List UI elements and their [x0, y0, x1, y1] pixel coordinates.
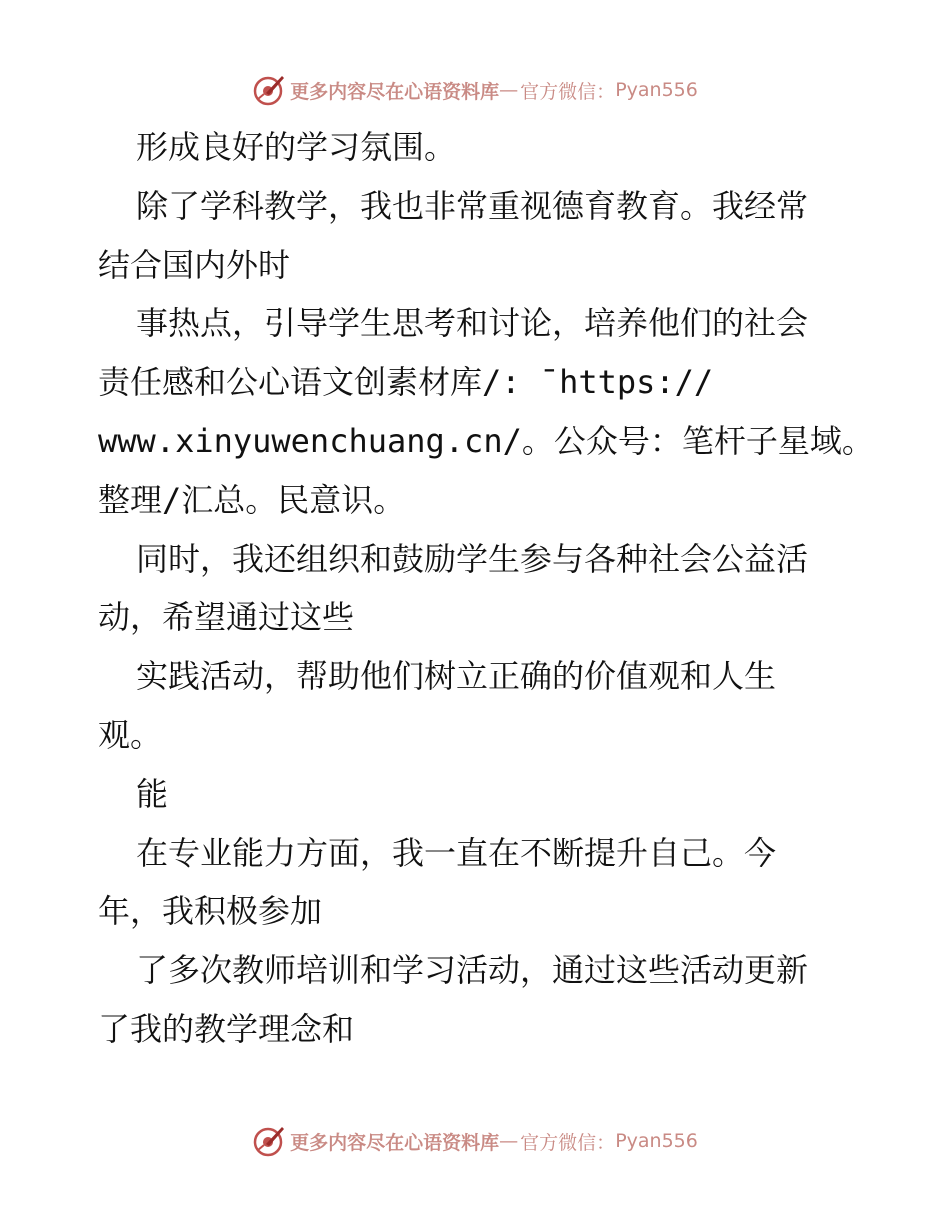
- watermark-separator: —: [499, 79, 519, 101]
- watermark-main-text: 更多内容尽在心语资料库: [290, 1131, 500, 1154]
- text-line: 同时，我还组织和鼓励学生参与各种社会公益活: [136, 539, 809, 578]
- text-line: 责任感和公心语文创素材库/: ¯https://: [98, 363, 714, 402]
- text-line: 动，希望通过这些: [98, 598, 355, 637]
- watermark-wechat-id: Pyan556: [615, 79, 698, 101]
- watermark-official-label: 官方微信：: [520, 1131, 616, 1154]
- text-line: 结合国内外时: [98, 245, 291, 284]
- watermark-wechat-id: Pyan556: [615, 1130, 698, 1152]
- text-line: 年，我积极参加: [98, 892, 323, 931]
- text-line: 在专业能力方面，我一直在不断提升自己。今: [136, 833, 777, 872]
- text-line: 除了学科教学，我也非常重视德育教育。我经常: [136, 186, 809, 225]
- text-line: 观。: [98, 715, 163, 754]
- text-line: 能: [136, 774, 169, 813]
- quill-logo-icon: [252, 1124, 286, 1158]
- header-watermark: [0, 70, 950, 110]
- document-body: [98, 118, 874, 1059]
- text-line: 了我的教学理念和: [98, 1009, 355, 1048]
- watermark-official-label: 官方微信：: [520, 80, 616, 103]
- footer-watermark: [0, 1121, 950, 1161]
- text-line: 实践活动，帮助他们树立正确的价值观和人生: [136, 657, 777, 696]
- text-line: 整理/汇总。民意识。: [98, 480, 406, 519]
- text-line: 了多次教师培训和学习活动，通过这些活动更新: [136, 951, 809, 990]
- text-line: 形成良好的学习氛围。: [136, 128, 457, 166]
- quill-logo-icon: [252, 73, 286, 107]
- text-line: 事热点，引导学生思考和讨论，培养他们的社会: [136, 304, 809, 343]
- watermark-separator: —: [499, 1130, 519, 1152]
- text-line: www.xinyuwenchuang.cn/。公众号：笔杆子星域。: [98, 421, 874, 460]
- watermark-main-text: 更多内容尽在心语资料库: [290, 80, 500, 103]
